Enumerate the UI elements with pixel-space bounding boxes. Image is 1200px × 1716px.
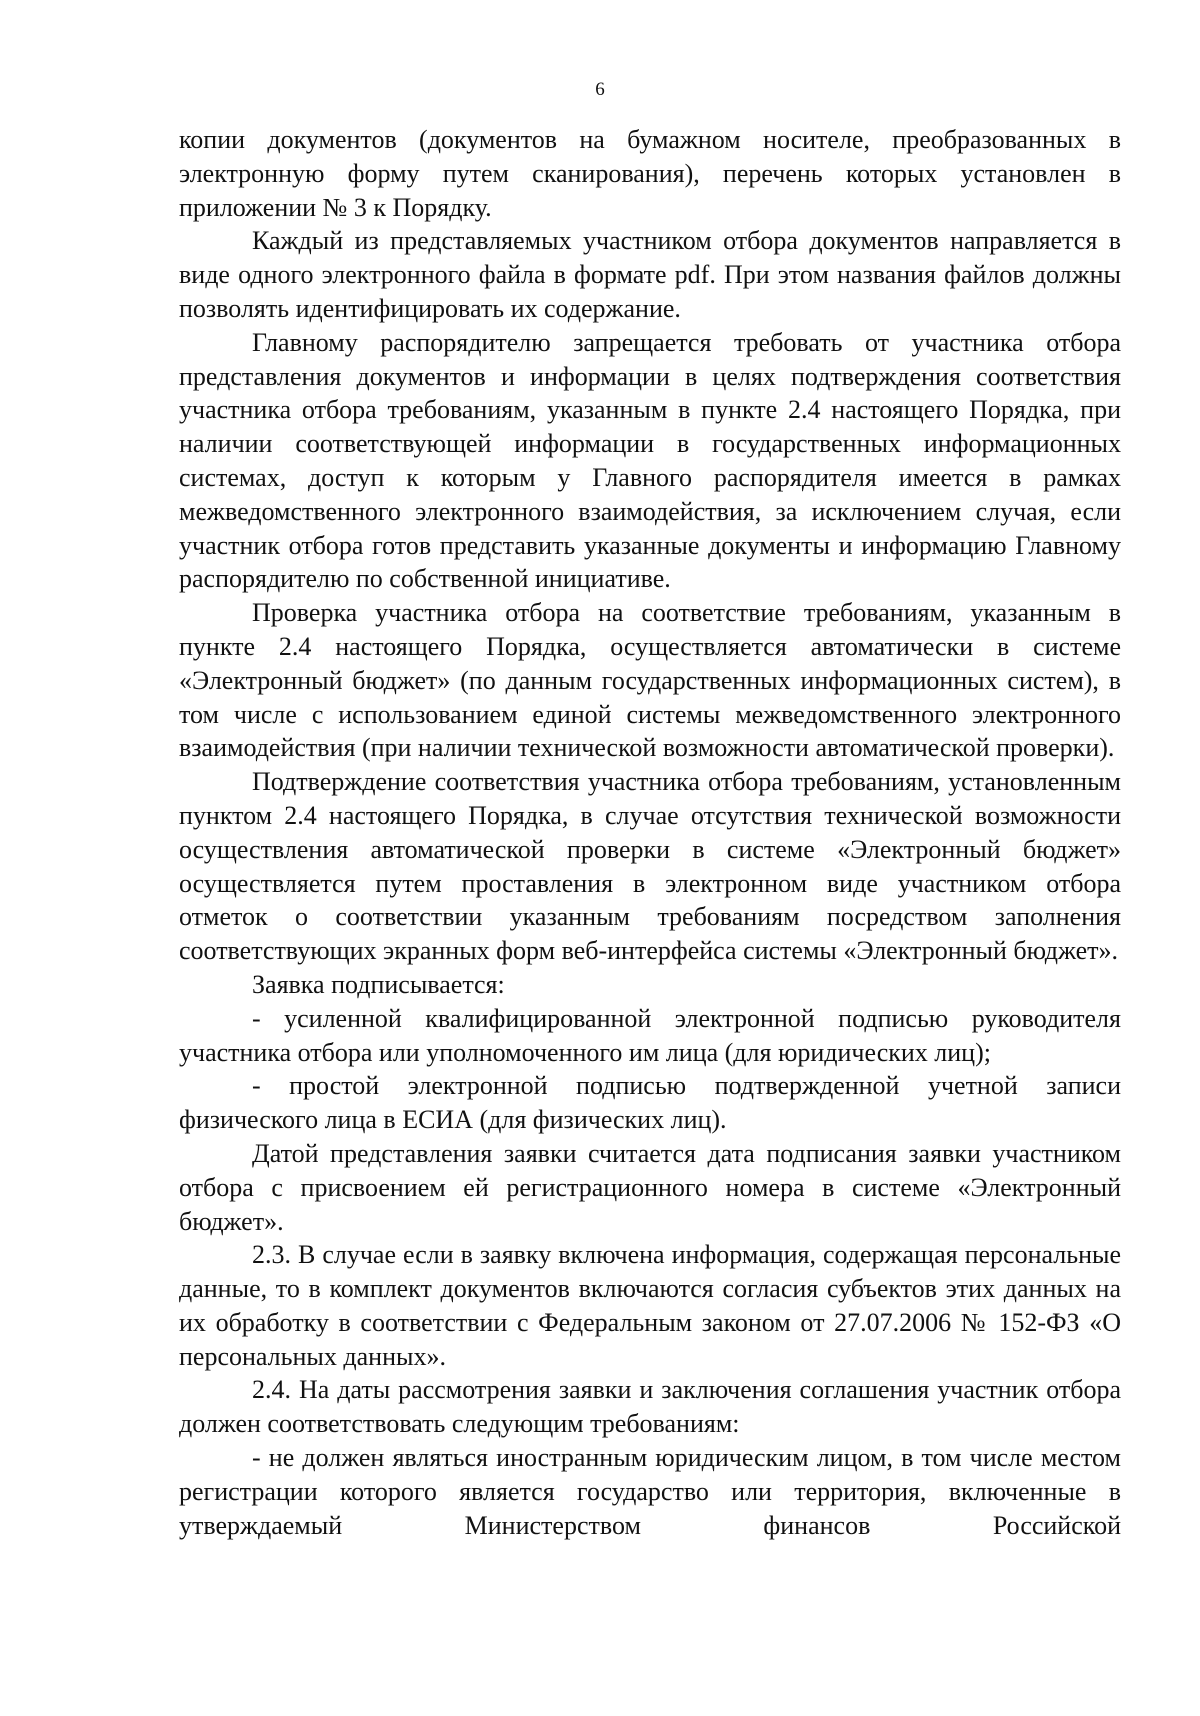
list-item-individuals: - простой электронной подписью подтвержденной учетной записи физического лица в ЕСИА (для физических лиц). [179, 1071, 1121, 1135]
clause-2-4: 2.4. На даты рассмотрения заявки и заключения соглашения участник отбора должен соответствовать следующим требованиям: [179, 1375, 1121, 1439]
paragraph-signing-intro: Заявка подписывается: [252, 969, 505, 999]
paragraph-automatic-check: Проверка участника отбора на соответствие требованиям, указанным в пункте 2.4 настоящего Порядка, осуществляется автоматически в системе «Электронный бюджет» (по данным государственных информационных систем), в том числе с использованием единой системы межведомственного электронного взаимодействия (при наличии технической возможности автоматической проверки). [179, 598, 1121, 763]
paragraph-pdf-format: Каждый из представляемых участником отбора документов направляется в виде одного электронного файла в формате pdf. При этом названия файлов должны позволять идентифицировать их содержание. [179, 226, 1121, 323]
paragraph-continuation: копии документов (документов на бумажном носителе, преобразованных в электронную форму путем сканирования), перечень которых установлен в приложении № 3 к Порядку. [179, 125, 1121, 222]
paragraph-prohibition: Главному распорядителю запрещается требовать от участника отбора представления документов и информации в целях подтверждения соответствия участника отбора требованиям, указанным в пункте 2.4 настоящего Порядка, при наличии соответствующей информации в государственных информационных системах, доступ к которым у Главного распорядителя имеется в рамках межведомственного электронного взаимодействия, за исключением случая, если участник отбора готов представить указанные документы и информацию Главному распорядителю по собственной инициативе. [179, 327, 1121, 594]
document-body [179, 123, 1121, 1542]
paragraph-confirmation: Подтверждение соответствия участника отбора требованиям, установленным пунктом 2.4 настоящего Порядка, в случае отсутствия технической возможности осуществления автоматической проверки в системе «Электронный бюджет» осуществляется путем проставления в электронном виде участником отбора отметок о соответствии указанным требованиям посредством заполнения соответствующих экранных форм веб-интерфейса системы «Электронный бюджет». [179, 767, 1121, 966]
paragraph-submission-date: Датой представления заявки считается дата подписания заявки участником отбора с присвоением ей регистрационного номера в системе «Электронный бюджет». [179, 1138, 1121, 1236]
page-number: 6 [595, 79, 605, 100]
list-item-foreign-entity: - не должен являться иностранным юридическим лицом, в том числе местом регистрации которого является государство или территория, включенные в утверждаемый Министерством финансов Российской [179, 1443, 1121, 1540]
list-item-legal-entities: - усиленной квалифицированной электронной подписью руководителя участника отбора или уполномоченного им лица (для юридических лиц); [179, 1003, 1121, 1067]
clause-2-3: 2.3. В случае если в заявку включена информация, содержащая персональные данные, то в комплект документов включаются согласия субъектов этих данных на их обработку в соответствии с Федеральным законом от 27.07.2006 № 152-ФЗ «О персональных данных». [179, 1240, 1121, 1371]
